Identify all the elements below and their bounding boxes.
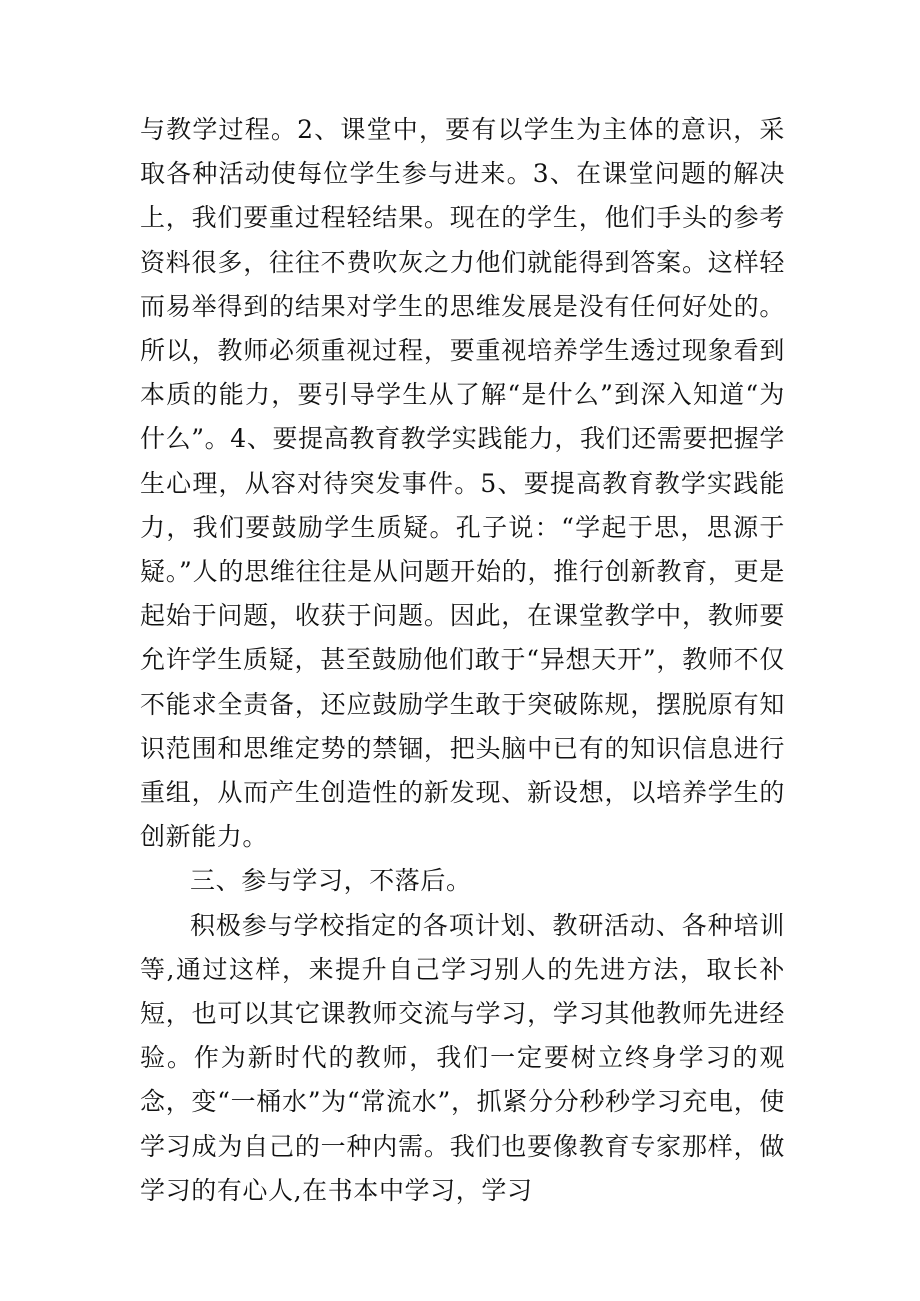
paragraph-learning: 积极参与学校指定的各项计划、教研活动、各种培训等,通过这样，来提升自己学习别人的先进方法，取长补短，也可以其它课教师交流与学习，学习其他教师先进经验。作为新时代的教师，我们一定要树立终身学习的观念，变“一桶水”为“常流水”，抓紧分分秒秒学习充电，使学习成为自己的一种内需。我们也要像教育专家那样，做学习的有心人,在书本中学习，学习	[140, 910, 785, 1205]
paragraph-continuation: 与教学过程。2、课堂中，要有以学生为主体的意识，采取各种活动使每位学生参与进来。3、在课堂问题的解决上，我们要重过程轻结果。现在的学生，他们手头的参考资料很多，往往不费吹灰之力他们就能得到答案。这样轻而易举得到的结果对学生的思维发展是没有任何好处的。所以，教师必须重视过程，要重视培养学生透过现象看到本质的能力，要引导学生从了解“是什么”到深入知道“为什么”。4、要提高教育教学实践能力，我们还需要把握学生心理，从容对待突发事件。5、要提高教育教学实践能力，我们要鼓励学生质疑。孔子说：“学起于思，思源于疑。”人的思维往往是从问题开始的，推行创新教育，更是起始于问题，收获于问题。因此，在课堂教学中，教师要允许学生质疑，甚至鼓励他们敢于“异想天开”，教师不仅不能求全责备，还应鼓励学生敢于突破陈规，摆脱原有知识范围和思维定势的禁锢，把头脑中已有的知识信息进行重组，从而产生创造性的新发现、新设想，以培养学生的创新能力。	[140, 115, 785, 852]
section-heading: 三、参与学习，不落后。	[190, 866, 472, 896]
document-body	[140, 108, 785, 1213]
